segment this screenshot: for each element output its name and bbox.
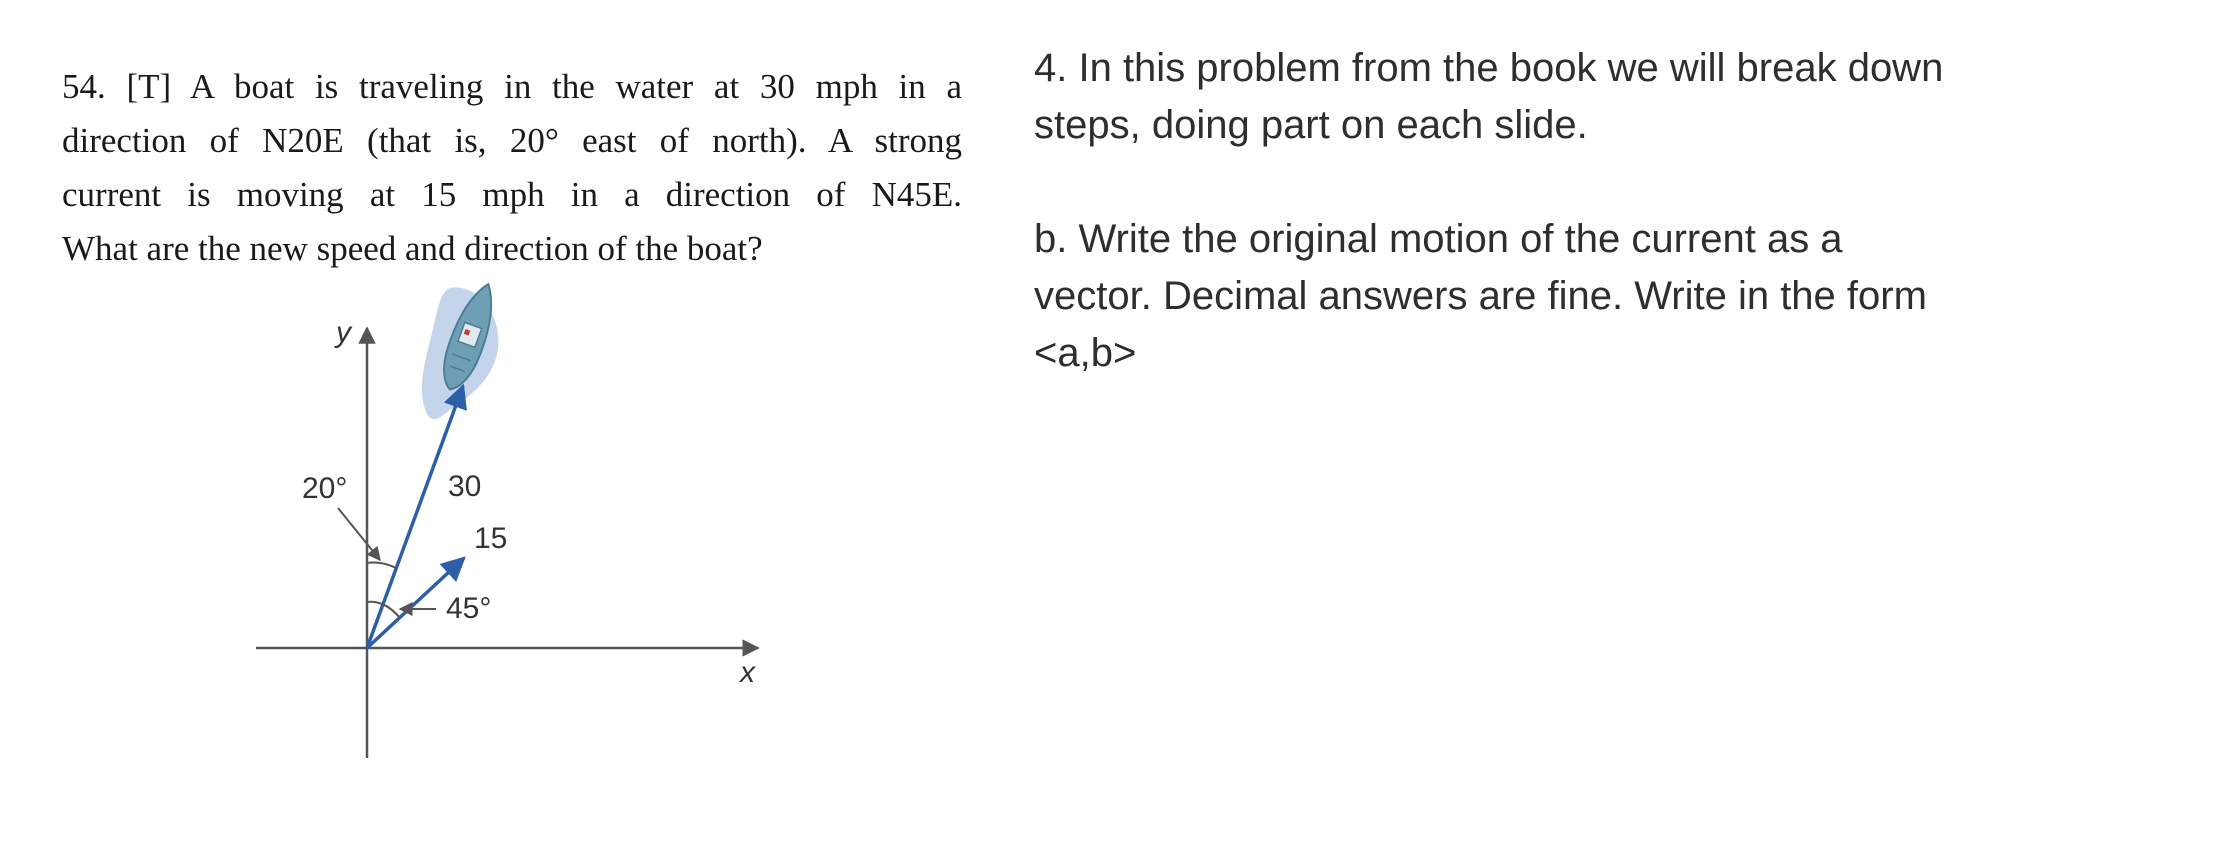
instruction-partb-line2: vector. Decimal answers are fine. Write in the form — [1034, 274, 1927, 318]
instruction-part4-line1: 4. In this problem from the book we will break down — [1034, 46, 1944, 90]
instruction-partb-line3: <a,b> — [1034, 331, 1137, 375]
vector-diagram — [240, 278, 800, 778]
problem-line-4: What are the new speed and direction of the boat? — [62, 229, 763, 268]
problem-line-3: current is moving at 15 mph in a direction of N45E. — [62, 175, 962, 214]
problem-text — [62, 60, 962, 276]
current-speed-label: 15 — [474, 522, 508, 555]
angle-current-label: 45° — [446, 592, 492, 625]
problem-line-1: 54. [T] A boat is traveling in the water at 30 mph in a — [62, 67, 962, 106]
x-axis-label: x — [740, 656, 755, 689]
instruction-partb-line1: b. Write the original motion of the current as a — [1034, 217, 1843, 261]
angle-boat-label: 20° — [302, 472, 348, 505]
paragraph-gap — [1034, 154, 2034, 211]
vector-diagram-svg — [240, 278, 800, 778]
angle-leader-20 — [338, 508, 380, 560]
angle-arc-45 — [367, 602, 400, 618]
y-axis-label: y — [336, 316, 351, 349]
instructions — [1034, 40, 2034, 382]
problem-line-2: direction of N20E (that is, 20° east of north). A strong — [62, 121, 962, 160]
problem-statement — [62, 60, 962, 276]
boat-speed-label: 30 — [448, 470, 482, 503]
instruction-part4-line2: steps, doing part on each slide. — [1034, 103, 1588, 147]
angle-arc-20 — [367, 563, 396, 568]
